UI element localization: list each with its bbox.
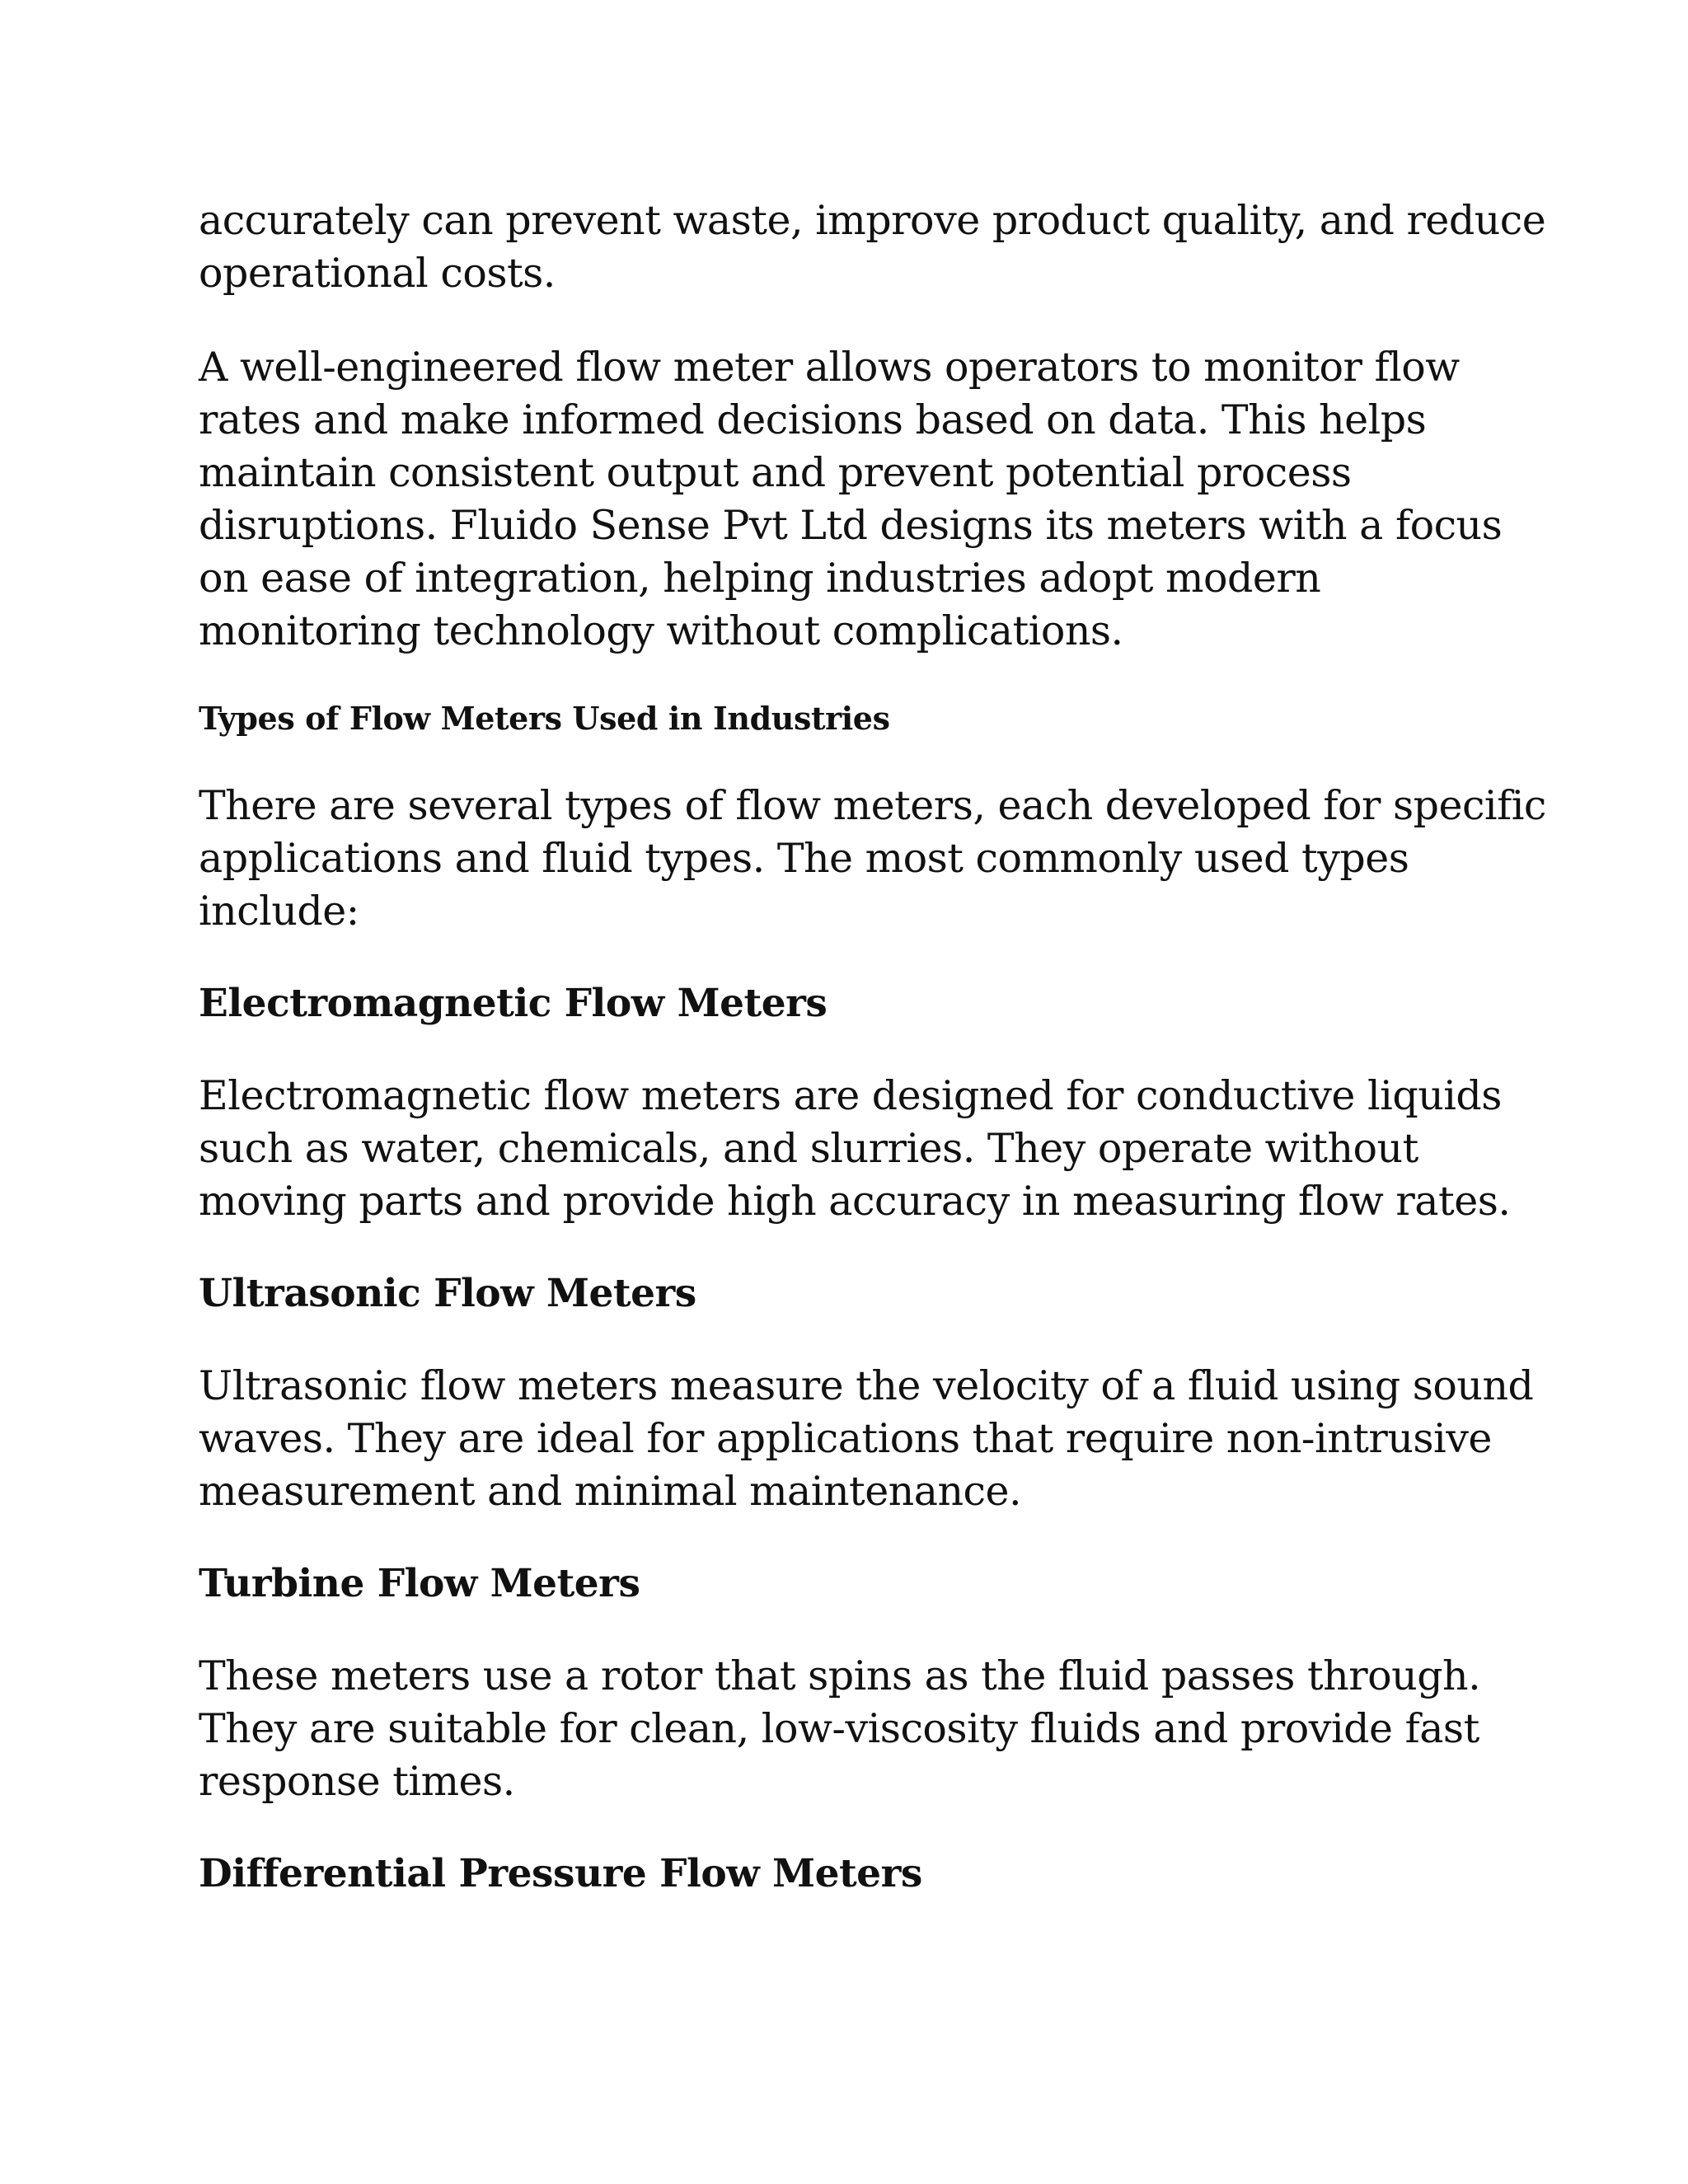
text-line: disruptions. Fluido Sense Pvt Ltd designs its meters with a focus [199,502,1503,549]
text-line: include: [199,888,359,935]
text-line: Electromagnetic flow meters are designed for conductive liquids [199,1072,1502,1119]
heading-turbine: Turbine Flow Meters [199,1561,640,1606]
heading-differential-pressure: Differential Pressure Flow Meters [199,1851,922,1896]
paragraph-engineered [199,341,1501,658]
text-line: such as water, chemicals, and slurries. They operate without [199,1125,1418,1172]
text-line: A well-engineered flow meter allows operators to monitor flow [199,344,1460,391]
heading-electromagnetic: Electromagnetic Flow Meters [199,981,828,1026]
paragraph-types [199,780,1546,938]
text-line: monitoring technology without complications. [199,607,1123,654]
text-line: Ultrasonic flow meters measure the velocity of a fluid using sound [199,1362,1534,1409]
text-line: waves. They are ideal for applications that require non-intrusive [199,1415,1492,1462]
text-line: rates and make informed decisions based on data. This helps [199,396,1427,443]
text-line: measurement and minimal maintenance. [199,1468,1022,1515]
paragraph-turbine [199,1650,1501,1808]
text-line: accurately can prevent waste, improve product quality, and reduce [199,197,1546,244]
text-line: There are several types of flow meters, each developed for specific [199,782,1546,829]
text-line: applications and fluid types. The most commonly used types [199,835,1409,882]
text-line: These meters use a rotor that spins as the fluid passes through. [199,1652,1481,1699]
section-heading-types: Types of Flow Meters Used in Industries [199,700,890,737]
document-body [199,194,1546,1900]
text-line: on ease of integration, helping industries adopt modern [199,555,1321,602]
text-line: maintain consistent output and prevent potential process [199,449,1352,496]
text-line: operational costs. [199,250,556,297]
paragraph-intro [199,194,1546,300]
text-line: They are suitable for clean, low-viscosity fluids and provide fast [199,1705,1479,1752]
heading-ultrasonic: Ultrasonic Flow Meters [199,1271,696,1316]
text-line: moving parts and provide high accuracy in measuring flow rates. [199,1178,1511,1225]
paragraph-electromagnetic [199,1070,1511,1228]
text-line: response times. [199,1758,515,1805]
paragraph-ultrasonic [199,1360,1534,1518]
